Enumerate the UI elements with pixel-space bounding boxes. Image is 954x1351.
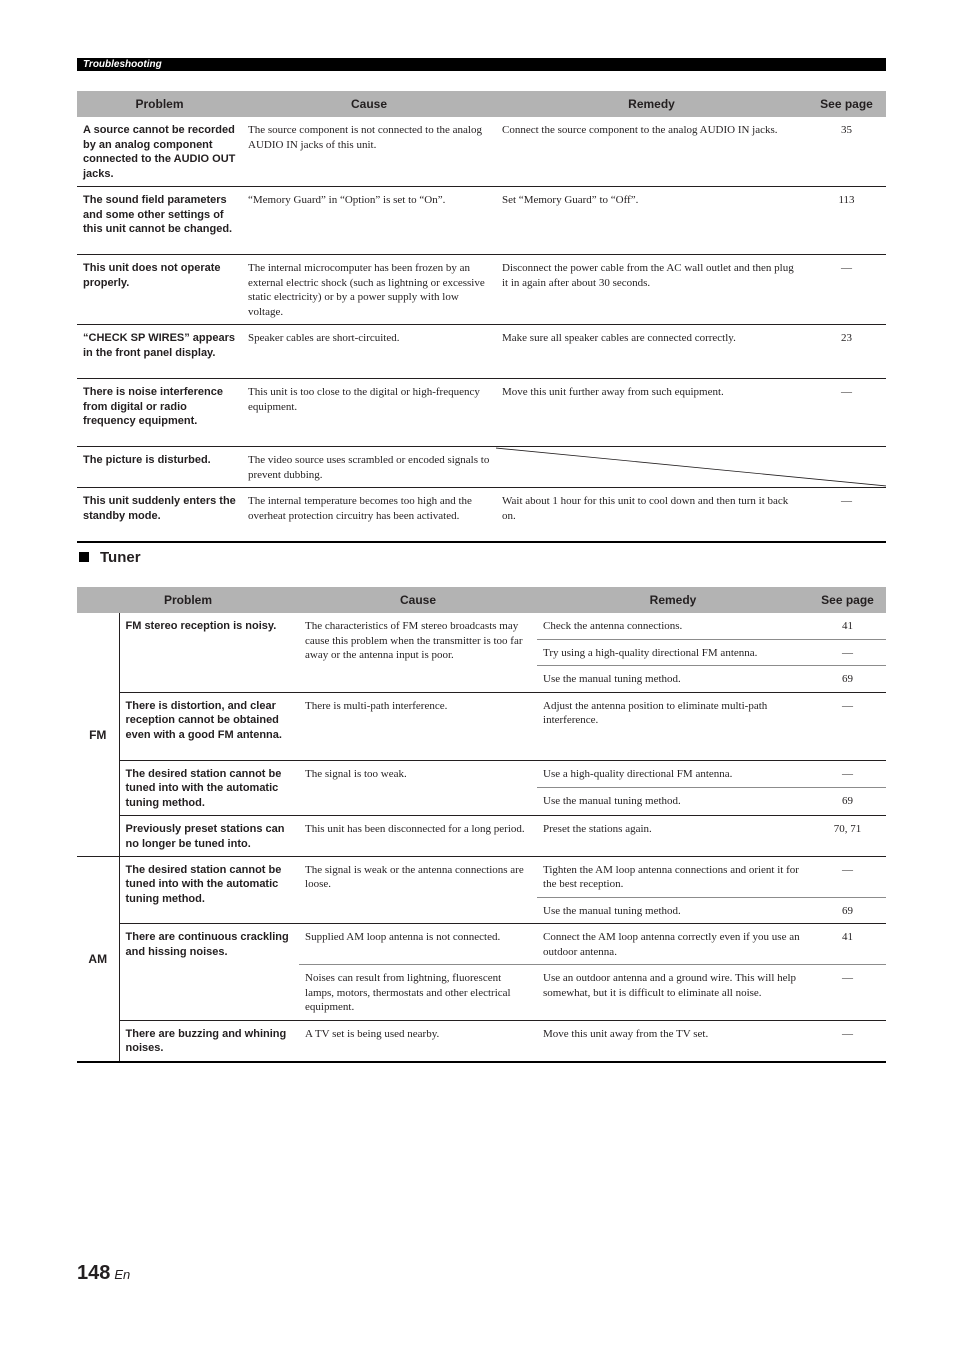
remedy-cell: Use a high-quality directional FM antenna. — [537, 760, 809, 787]
tuner-section-heading — [79, 549, 141, 566]
cause-cell: The signal is weak or the antenna connections are loose. — [299, 857, 537, 924]
see-page-cell: — — [809, 639, 886, 666]
cause-cell: This unit has been disconnected for a long period. — [299, 816, 537, 857]
column-header-remedy: Remedy — [496, 91, 807, 117]
problem-cell: There is distortion, and clear reception cannot be obtained even with a good FM antenna. — [119, 692, 299, 760]
column-header-cause: Cause — [242, 91, 496, 117]
page-number — [77, 1262, 130, 1285]
tuner-troubleshooting-table — [77, 587, 886, 1063]
table-row — [77, 613, 886, 639]
see-page-cell: 113 — [807, 187, 886, 255]
table-row — [77, 117, 886, 187]
remedy-cell: Move this unit away from the TV set. — [543, 1027, 709, 1040]
remedy-cell: Move this unit further away from such equipment. — [496, 379, 807, 447]
column-header-cause: Cause — [299, 587, 537, 613]
table-row — [77, 255, 886, 325]
see-page-cell: 35 — [807, 117, 886, 187]
table-row — [77, 325, 886, 379]
remedy-cell: Check the antenna connections. — [537, 613, 809, 639]
see-page-cell: 69 — [809, 666, 886, 693]
section-title: Troubleshooting — [83, 59, 162, 70]
remedy-cell: Disconnect the power cable from the AC wall outlet and then plug it in again after about 30 seconds. — [496, 255, 807, 325]
table-row — [77, 924, 886, 965]
see-page-cell: 41 — [809, 613, 886, 639]
table-row — [77, 187, 886, 255]
column-header-problem: Problem — [77, 91, 242, 117]
see-page-cell: — — [842, 1027, 854, 1040]
problem-cell: The picture is disturbed. — [77, 447, 242, 488]
see-page-cell: 41 — [809, 924, 886, 965]
column-header-problem: Problem — [77, 587, 299, 613]
table-row — [77, 488, 886, 542]
remedy-cell: Adjust the antenna position to eliminate multi-path interference. — [537, 692, 809, 760]
table-row — [77, 816, 886, 857]
remedy-cell: Wait about 1 hour for this unit to cool down and then turn it back on. — [502, 495, 789, 522]
problem-cell: There are continuous crackling and hissing noises. — [119, 924, 299, 1021]
problem-cell: “CHECK SP WIRES” appears in the front panel display. — [77, 325, 242, 379]
see-page-cell: 69 — [809, 897, 886, 924]
remedy-cell: Use the manual tuning method. — [537, 897, 809, 924]
remedy-cell: Try using a high-quality directional FM antenna. — [537, 639, 809, 666]
cause-cell: Speaker cables are short-circuited. — [242, 325, 496, 379]
page-number-value: 148 — [77, 1262, 111, 1284]
cause-cell: Noises can result from lightning, fluorescent lamps, motors, thermostats and other electrical equipment. — [299, 965, 537, 1021]
cause-cell: The internal temperature becomes too high and the overheat protection circuitry has been activated. — [248, 495, 472, 522]
cause-cell: The source component is not connected to the analog AUDIO IN jacks of this unit. — [242, 117, 496, 187]
band-label-fm: FM — [77, 613, 119, 857]
cause-cell: The characteristics of FM stereo broadcasts may cause this problem when the transmitter is too far away or the antenna input is poor. — [299, 613, 537, 692]
problem-cell: FM stereo reception is noisy. — [119, 613, 299, 692]
remedy-cell: Preset the stations again. — [537, 816, 809, 857]
see-page-cell: — — [809, 692, 886, 760]
cause-cell: The signal is too weak. — [299, 760, 537, 816]
not-applicable-cell — [496, 447, 886, 488]
problem-cell: There are buzzing and whining noises. — [125, 1027, 287, 1054]
problem-cell: A source cannot be recorded by an analog component connected to the AUDIO OUT jacks. — [77, 117, 242, 187]
language-label: En — [114, 1267, 131, 1282]
see-page-cell: — — [809, 965, 886, 1021]
see-page-cell: — — [807, 255, 886, 325]
see-page-cell: — — [841, 495, 852, 507]
see-page-cell: 69 — [809, 787, 886, 815]
problem-cell: This unit does not operate properly. — [77, 255, 242, 325]
table-row — [77, 447, 886, 488]
section-header-bar — [77, 58, 886, 71]
troubleshooting-table — [77, 91, 886, 543]
column-header-remedy: Remedy — [537, 587, 809, 613]
remedy-cell: Connect the AM loop antenna correctly even if you use an outdoor antenna. — [537, 924, 809, 965]
problem-cell: The desired station cannot be tuned into with the automatic tuning method. — [119, 760, 299, 816]
table-row — [77, 760, 886, 787]
column-header-see-page: See page — [809, 587, 886, 613]
remedy-cell: Use an outdoor antenna and a ground wire. This will help somewhat, but it is difficult to eliminate all noise. — [537, 965, 809, 1021]
cause-cell: The video source uses scrambled or encoded signals to prevent dubbing. — [242, 447, 496, 488]
table-row — [77, 1020, 886, 1062]
remedy-cell: Use the manual tuning method. — [537, 787, 809, 815]
see-page-cell: 70, 71 — [809, 816, 886, 857]
see-page-cell: — — [807, 379, 886, 447]
band-label-am: AM — [77, 857, 119, 1062]
table-row — [77, 692, 886, 760]
remedy-cell: Make sure all speaker cables are connected correctly. — [496, 325, 807, 379]
column-header-see-page: See page — [807, 91, 886, 117]
cause-cell: This unit is too close to the digital or high-frequency equipment. — [242, 379, 496, 447]
cause-cell: “Memory Guard” in “Option” is set to “On”. — [242, 187, 496, 255]
remedy-cell: Set “Memory Guard” to “Off”. — [496, 187, 807, 255]
see-page-cell: — — [809, 857, 886, 898]
table-header-row — [77, 91, 886, 117]
cause-cell: There is multi-path interference. — [299, 692, 537, 760]
tuner-heading-text: Tuner — [100, 549, 141, 566]
square-bullet-icon — [79, 552, 89, 562]
see-page-cell: 23 — [807, 325, 886, 379]
cause-cell: A TV set is being used nearby. — [305, 1027, 440, 1040]
table-row — [77, 379, 886, 447]
table-row — [77, 857, 886, 898]
see-page-cell: — — [809, 760, 886, 787]
problem-cell: This unit suddenly enters the standby mode. — [83, 495, 236, 522]
table-header-row — [77, 587, 886, 613]
problem-cell: The sound field parameters and some other settings of this unit cannot be changed. — [77, 187, 242, 255]
problem-cell: There is noise interference from digital or radio frequency equipment. — [77, 379, 242, 447]
problem-cell: Previously preset stations can no longer be tuned into. — [119, 816, 299, 857]
remedy-cell: Use the manual tuning method. — [537, 666, 809, 693]
cause-cell: Supplied AM loop antenna is not connected. — [299, 924, 537, 965]
problem-cell: The desired station cannot be tuned into with the automatic tuning method. — [119, 857, 299, 924]
cause-cell: The internal microcomputer has been frozen by an external electric shock (such as lightning or excessive static electricity) or by a power supply with low voltage. — [242, 255, 496, 325]
remedy-cell: Connect the source component to the analog AUDIO IN jacks. — [496, 117, 807, 187]
diagonal-strike-line — [496, 447, 886, 487]
remedy-cell: Tighten the AM loop antenna connections and orient it for the best reception. — [537, 857, 809, 898]
